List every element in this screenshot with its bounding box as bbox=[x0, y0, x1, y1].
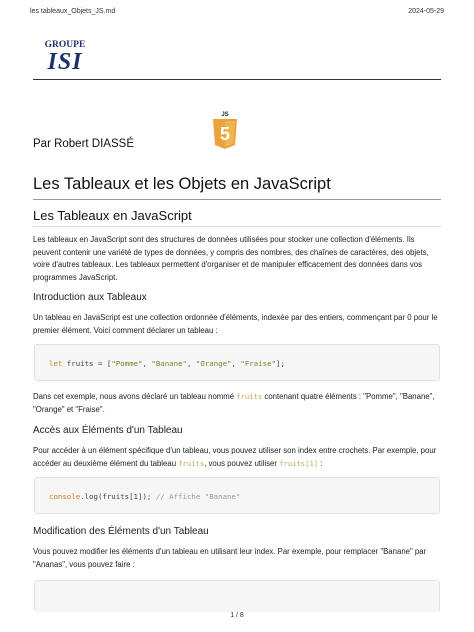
heading-introduction: Introduction aux Tableaux bbox=[33, 292, 147, 303]
code-keyword: let bbox=[49, 359, 63, 368]
code-function: console bbox=[49, 492, 81, 501]
example-paragraph: Dans cet exemple, nous avons déclaré un tableau nommé fruits contenant quatre éléments : "Pomme", "Banane", "Orange" et "Fraise". bbox=[33, 392, 435, 414]
top-divider bbox=[33, 79, 441, 80]
section-heading-tableaux: Les Tableaux en JavaScript bbox=[33, 208, 192, 223]
code-text: fruits = [ bbox=[62, 359, 112, 368]
heading-access: Accès aux Éléments d'un Tableau bbox=[33, 425, 183, 436]
section-divider bbox=[33, 226, 441, 227]
js-icon-label: JS bbox=[221, 112, 229, 118]
javascript-icon bbox=[211, 110, 239, 150]
code-text: .log(fruits[1]); bbox=[80, 492, 156, 501]
header-date: 2024-05-29 bbox=[408, 8, 444, 15]
inline-code: fruits[1] bbox=[279, 458, 319, 468]
logo-line2: ISI bbox=[47, 49, 83, 72]
code-string: "Banane" bbox=[151, 359, 187, 368]
code-string: "Pomme" bbox=[111, 359, 143, 368]
intro-paragraph: Les tableaux en JavaScript sont des structures de données utilisées pour stocker une collection d'éléments. Ils peuvent contenir une variété de types de données, y compris des nombres, des chaînes de caractères, des objets, voire d'autres tableaux. Les tableaux permettent d'organiser et de manipuler efficacement des données dans vos programmes JavaScript. bbox=[33, 235, 429, 282]
page-title: Les Tableaux et les Objets en JavaScript bbox=[33, 175, 331, 193]
code-block-modify bbox=[34, 580, 440, 612]
introduction-paragraph: Un tableau en JavaScript est une collection ordonnée d'éléments, indexée par des entiers, commençant par 0 pour le premier élément. Voici comment déclarer un tableau : bbox=[33, 313, 438, 335]
code-string: "Fraise" bbox=[240, 359, 277, 368]
code-block-declare: let fruits = ["Pomme", "Banane", "Orange", "Fraise"]; bbox=[34, 344, 440, 381]
groupe-isi-logo bbox=[34, 38, 96, 72]
code-string: "Orange" bbox=[195, 359, 232, 368]
heading-modify: Modification des Éléments d'un Tableau bbox=[33, 526, 209, 537]
page-number: 1 / 8 bbox=[230, 612, 244, 619]
code-comment: // Affiche "Banane" bbox=[155, 492, 241, 501]
access-paragraph: Pour accéder à un élément spécifique d'un tableau, vous pouvez utiliser son index entre crochets. Par exemple, pour accéder au deuxième élément du tableau fruits, vous pouvez utiliser fruits[1] : bbox=[33, 446, 437, 468]
header-filename: les tableaux_Objets_JS.md bbox=[30, 8, 116, 15]
inline-code: fruits bbox=[178, 458, 205, 468]
author: Par Robert DIASSÉ bbox=[33, 138, 134, 150]
inline-code: fruits bbox=[236, 392, 263, 401]
modify-paragraph: Vous pouvez modifier les éléments d'un tableau en utilisant leur index. Par exemple, pour remplacer "Banane" par "Ananas", vous pouvez faire : bbox=[33, 547, 427, 569]
title-divider bbox=[33, 199, 441, 200]
code-block-access bbox=[34, 477, 440, 514]
logo-line1: GROUPE bbox=[44, 40, 86, 50]
js-icon-glyph: 5 bbox=[219, 124, 231, 144]
